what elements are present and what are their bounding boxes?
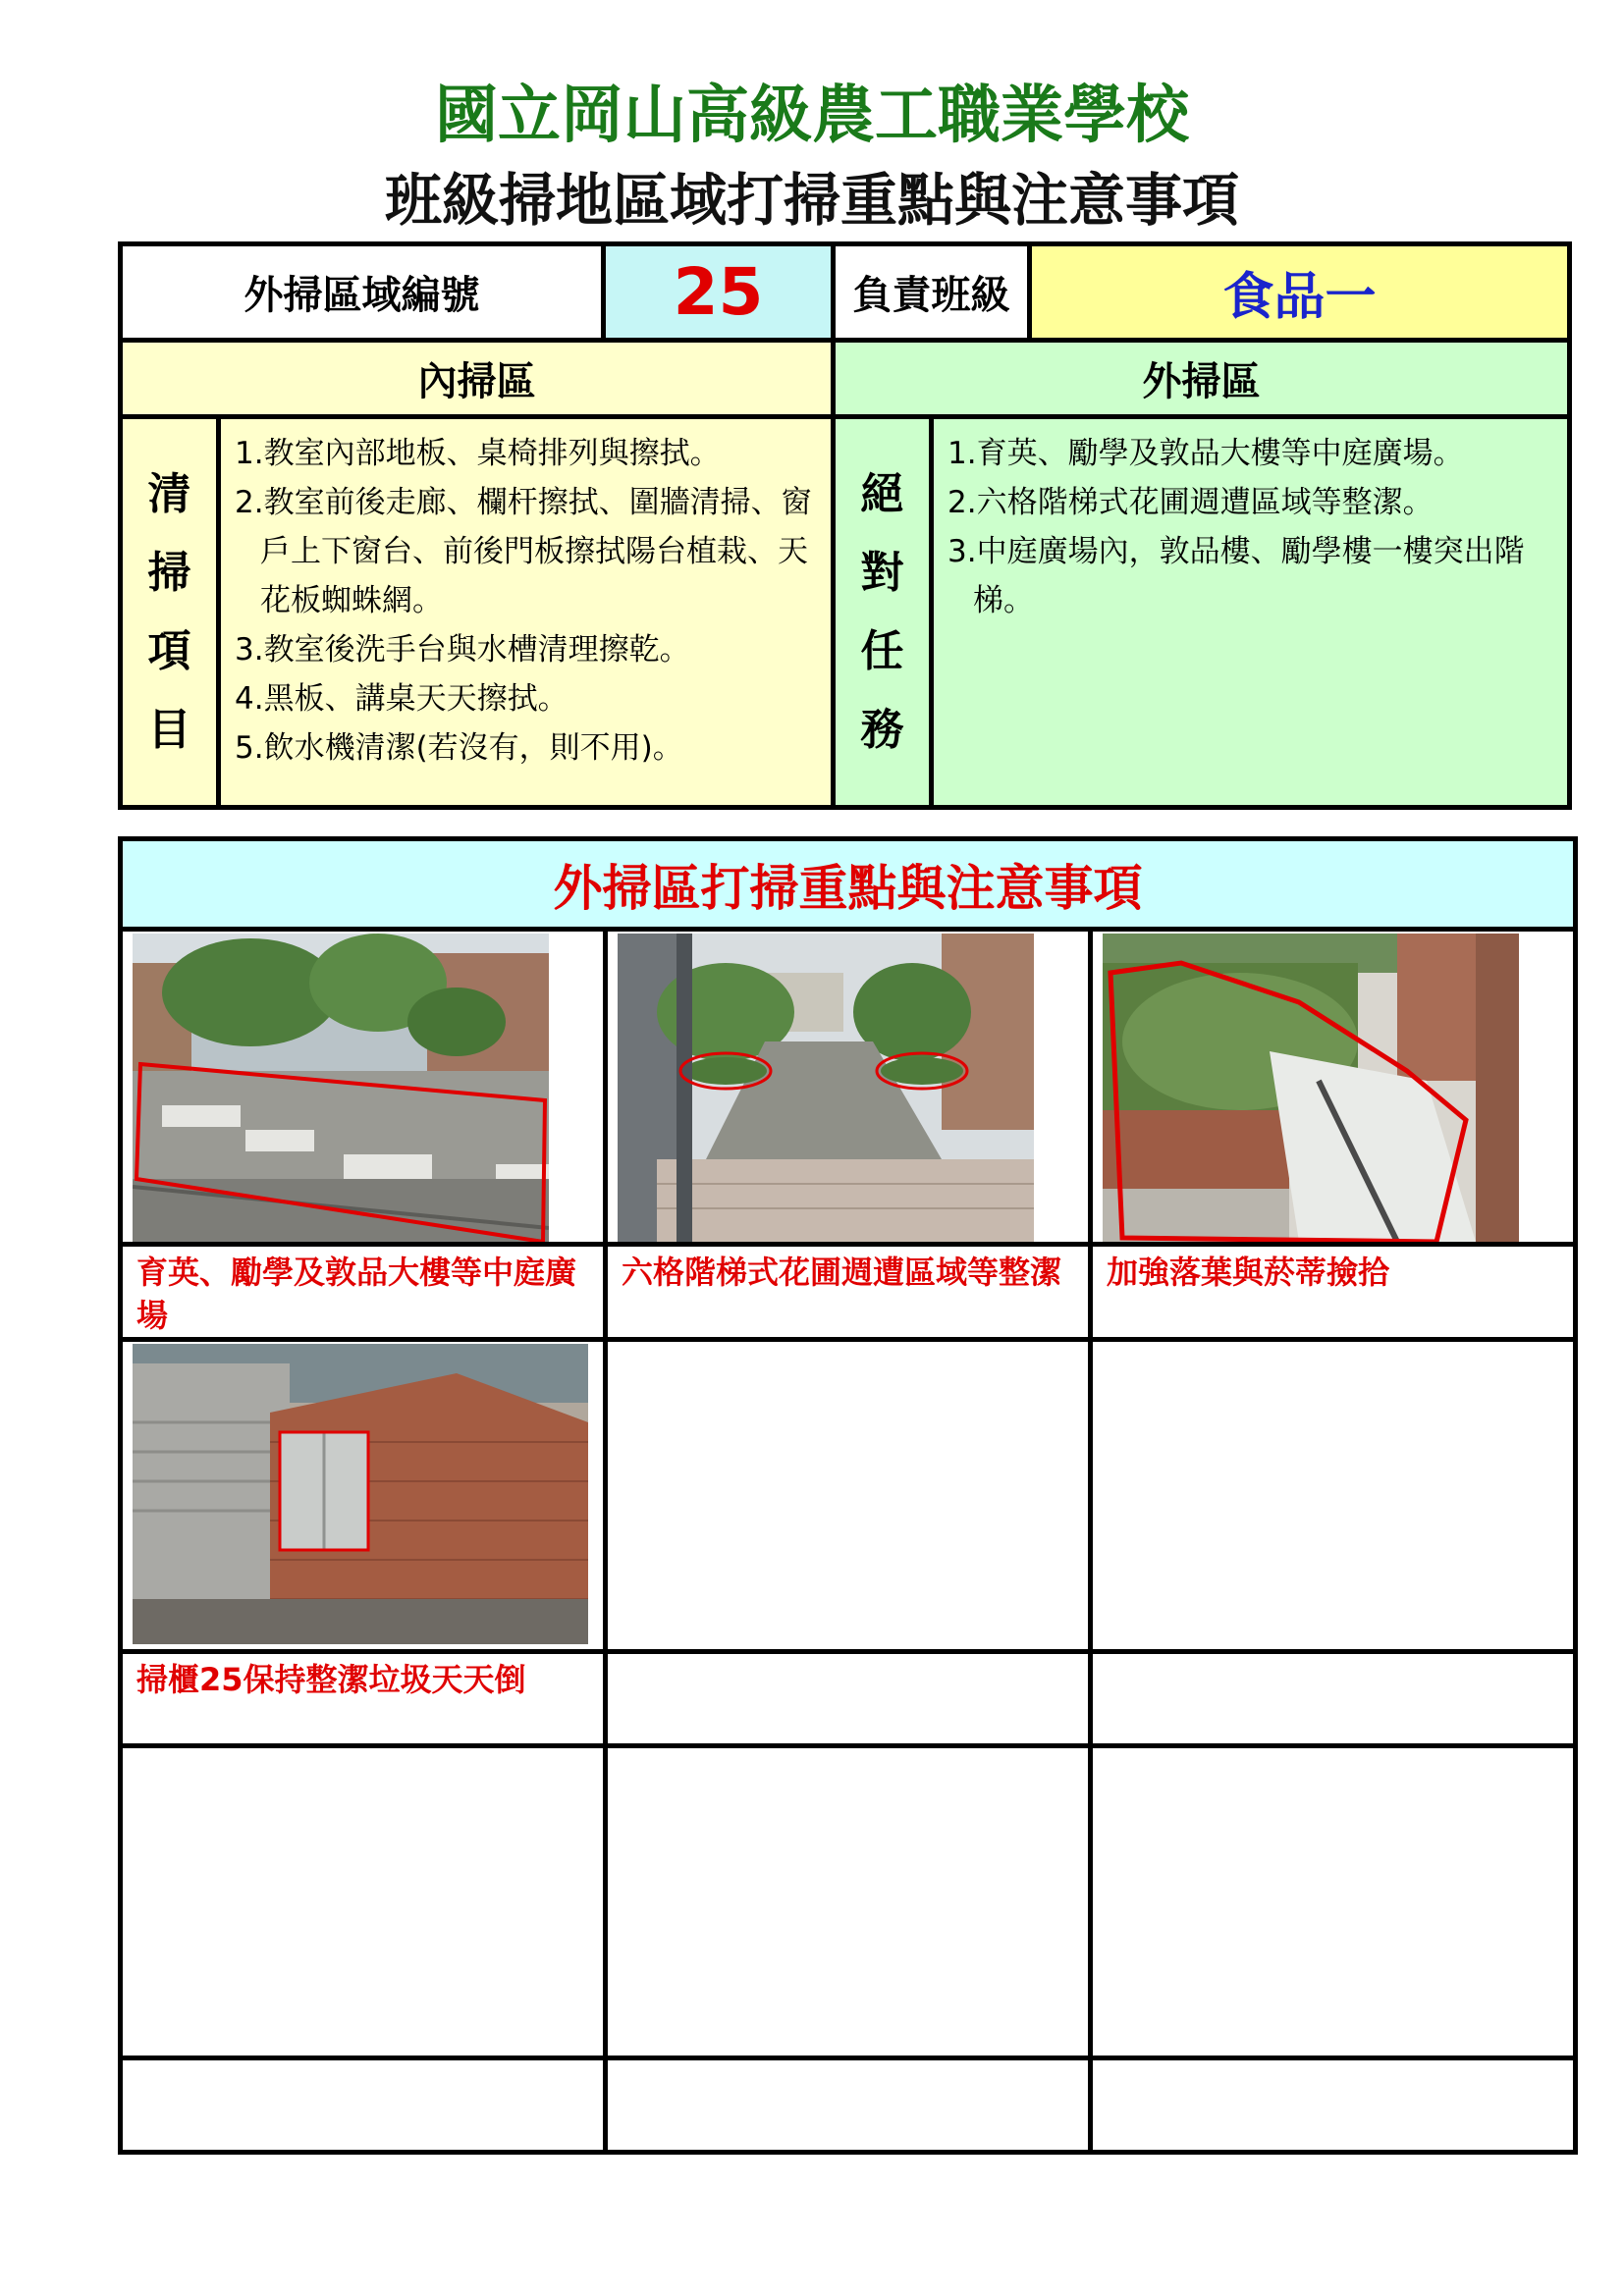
- photo-caption: [121, 2058, 606, 2153]
- photo-cell: [606, 930, 1091, 1245]
- photo-caption: [606, 1652, 1091, 1746]
- vertical-char: 掃: [147, 547, 191, 598]
- photo-caption: [606, 2058, 1091, 2153]
- photo-cell: [1091, 1340, 1576, 1652]
- vertical-char: 項: [147, 625, 191, 676]
- info-table: [118, 241, 1572, 810]
- cleaning-cabinet-photo: [133, 1344, 588, 1644]
- photo-cell: [121, 1746, 606, 2058]
- list-item: 3.教室後洗手台與水槽清理擦乾。: [235, 632, 690, 667]
- list-item: 4.黑板、講桌天天擦拭。: [235, 681, 568, 717]
- document-title: 班級掃地區域打掃重點與注意事項: [384, 167, 1239, 234]
- vertical-char: 對: [860, 547, 904, 598]
- photo-cell: [1091, 930, 1576, 1245]
- class-value: 食品一: [1030, 244, 1570, 341]
- photo-caption: 六格階梯式花圃週遭區域等整潔: [606, 1245, 1091, 1340]
- inner-items-list: [219, 417, 834, 808]
- zone-number-label: 外掃區域編號: [121, 244, 604, 341]
- vertical-char: 絕: [860, 468, 904, 519]
- stairs-garden-photo: [618, 934, 1034, 1242]
- planter-photo: [1103, 934, 1519, 1242]
- photo-caption: 育英、勵學及敦品大樓等中庭廣場: [121, 1245, 606, 1340]
- photo-table: [118, 836, 1578, 2155]
- absolute-tasks-label: [834, 417, 932, 808]
- vertical-char: 務: [860, 704, 904, 755]
- photos-section-title: 外掃區打掃重點與注意事項: [121, 839, 1576, 930]
- list-item: 1.育英、勵學及敦品大樓等中庭廣場。: [947, 436, 1464, 471]
- outer-zone-heading: 外掃區: [834, 341, 1570, 417]
- class-label: 負責班級: [834, 244, 1030, 341]
- photo-cell: [606, 1340, 1091, 1652]
- photo-caption: [1091, 1652, 1576, 1746]
- school-name: 國立岡山高級農工職業學校: [435, 80, 1189, 152]
- list-item: 2.六格階梯式花圃週遭區域等整潔。: [947, 485, 1434, 520]
- photo-caption: [1091, 2058, 1576, 2153]
- vertical-char: 清: [147, 468, 191, 519]
- photo-cell: [121, 930, 606, 1245]
- courtyard-photo: [133, 934, 549, 1242]
- list-item: 3.中庭廣場內，敦品樓、勵學樓一樓突出階梯。: [947, 534, 1525, 618]
- photo-cell: [606, 1746, 1091, 2058]
- photo-caption: 掃櫃25保持整潔垃圾天天倒: [121, 1652, 606, 1746]
- vertical-char: 目: [147, 704, 191, 755]
- cleaning-items-label: [121, 417, 219, 808]
- photo-caption: 加強落葉與菸蒂撿拾: [1091, 1245, 1576, 1340]
- zone-number: 25: [604, 244, 834, 341]
- vertical-char: 任: [860, 625, 904, 676]
- list-item: 1.教室內部地板、桌椅排列與擦拭。: [235, 436, 721, 471]
- outer-items-list: [932, 417, 1570, 808]
- list-item: 2.教室前後走廊、欄杆擦拭、圍牆清掃、窗戶上下窗台、前後門板擦拭陽台植栽、天花板蜘蛛網。: [235, 485, 812, 618]
- list-item: 5.飲水機清潔(若沒有，則不用)。: [235, 730, 683, 766]
- photo-cell: [121, 1340, 606, 1652]
- inner-zone-heading: 內掃區: [121, 341, 834, 417]
- photo-cell: [1091, 1746, 1576, 2058]
